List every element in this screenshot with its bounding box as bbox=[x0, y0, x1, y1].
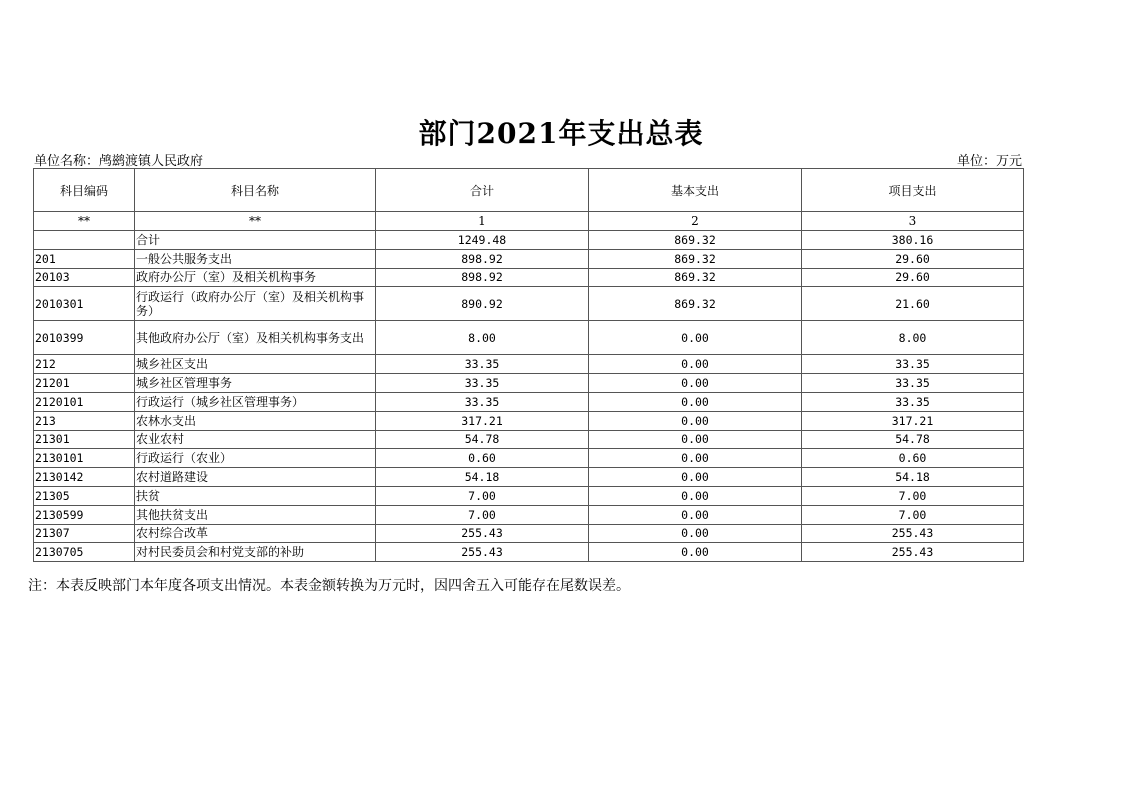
table-row bbox=[34, 268, 1024, 287]
header-name: 科目名称 bbox=[135, 169, 376, 212]
cell-project: 54.18 bbox=[802, 468, 1024, 487]
cell-total: 33.35 bbox=[376, 355, 589, 374]
cell-total: 8.00 bbox=[376, 321, 589, 355]
cell-basic: 0.00 bbox=[589, 411, 802, 430]
cell-name: 一般公共服务支出 bbox=[135, 249, 376, 268]
cell-project: 380.16 bbox=[802, 231, 1024, 250]
cell-basic: 0.00 bbox=[589, 392, 802, 411]
cell-name: 其他政府办公厅（室）及相关机构事务支出 bbox=[135, 321, 376, 355]
cell-project: 0.60 bbox=[802, 449, 1024, 468]
table-row bbox=[34, 249, 1024, 268]
cell-name: 扶贫 bbox=[135, 486, 376, 505]
cell-name: 行政运行（政府办公厅（室）及相关机构事务） bbox=[135, 287, 376, 321]
cell-basic: 0.00 bbox=[589, 524, 802, 543]
table-row bbox=[34, 392, 1024, 411]
footnote: 注：本表反映部门本年度各项支出情况。本表金额转换为万元时，因四舍五入可能存在尾数误差。 bbox=[28, 578, 630, 594]
cell-project: 29.60 bbox=[802, 268, 1024, 287]
cell-project: 33.35 bbox=[802, 355, 1024, 374]
cell-basic: 0.00 bbox=[589, 374, 802, 393]
index-cell: 3 bbox=[802, 212, 1024, 231]
cell-total: 1249.48 bbox=[376, 231, 589, 250]
cell-name: 城乡社区支出 bbox=[135, 355, 376, 374]
cell-name: 城乡社区管理事务 bbox=[135, 374, 376, 393]
cell-name: 农林水支出 bbox=[135, 411, 376, 430]
cell-project: 255.43 bbox=[802, 543, 1024, 562]
cell-total: 898.92 bbox=[376, 249, 589, 268]
cell-code: 212 bbox=[34, 355, 135, 374]
cell-name: 农村道路建设 bbox=[135, 468, 376, 487]
cell-name: 对村民委员会和村党支部的补助 bbox=[135, 543, 376, 562]
header-code: 科目编码 bbox=[34, 169, 135, 212]
cell-basic: 869.32 bbox=[589, 268, 802, 287]
cell-project: 7.00 bbox=[802, 505, 1024, 524]
table-row bbox=[34, 321, 1024, 355]
cell-name: 合计 bbox=[135, 231, 376, 250]
cell-code: 2130705 bbox=[34, 543, 135, 562]
table-row bbox=[34, 430, 1024, 449]
header-project: 项目支出 bbox=[802, 169, 1024, 212]
cell-total: 54.18 bbox=[376, 468, 589, 487]
cell-total: 7.00 bbox=[376, 505, 589, 524]
cell-code: 2130599 bbox=[34, 505, 135, 524]
cell-total: 255.43 bbox=[376, 543, 589, 562]
unit-name-label: 单位名称：鸬鹚渡镇人民政府 bbox=[34, 154, 204, 169]
cell-total: 317.21 bbox=[376, 411, 589, 430]
cell-code: 2010301 bbox=[34, 287, 135, 321]
index-cell: ** bbox=[34, 212, 135, 231]
cell-project: 8.00 bbox=[802, 321, 1024, 355]
unit-label: 单位：万元 bbox=[956, 154, 1022, 169]
header-basic: 基本支出 bbox=[589, 169, 802, 212]
cell-basic: 869.32 bbox=[589, 249, 802, 268]
cell-basic: 0.00 bbox=[589, 468, 802, 487]
cell-name: 政府办公厅（室）及相关机构事务 bbox=[135, 268, 376, 287]
table-row bbox=[34, 355, 1024, 374]
table-row bbox=[34, 411, 1024, 430]
cell-name: 行政运行（农业） bbox=[135, 449, 376, 468]
cell-code: 21201 bbox=[34, 374, 135, 393]
table-row bbox=[34, 287, 1024, 321]
cell-project: 7.00 bbox=[802, 486, 1024, 505]
cell-total: 7.00 bbox=[376, 486, 589, 505]
cell-project: 33.35 bbox=[802, 392, 1024, 411]
cell-total: 890.92 bbox=[376, 287, 589, 321]
index-row bbox=[34, 212, 1024, 231]
cell-total: 0.60 bbox=[376, 449, 589, 468]
cell-code: 213 bbox=[34, 411, 135, 430]
cell-total: 33.35 bbox=[376, 392, 589, 411]
index-cell: ** bbox=[135, 212, 376, 231]
cell-code: 2120101 bbox=[34, 392, 135, 411]
table-row bbox=[34, 449, 1024, 468]
cell-basic: 0.00 bbox=[589, 543, 802, 562]
cell-name: 农村综合改革 bbox=[135, 524, 376, 543]
cell-project: 54.78 bbox=[802, 430, 1024, 449]
cell-basic: 0.00 bbox=[589, 321, 802, 355]
cell-code: 2130142 bbox=[34, 468, 135, 487]
table-row bbox=[34, 524, 1024, 543]
cell-total: 255.43 bbox=[376, 524, 589, 543]
cell-project: 33.35 bbox=[802, 374, 1024, 393]
cell-code: 21301 bbox=[34, 430, 135, 449]
cell-basic: 0.00 bbox=[589, 355, 802, 374]
cell-code: 21305 bbox=[34, 486, 135, 505]
table-row bbox=[34, 486, 1024, 505]
cell-code: 20103 bbox=[34, 268, 135, 287]
cell-code bbox=[34, 231, 135, 250]
cell-code: 21307 bbox=[34, 524, 135, 543]
cell-code: 2010399 bbox=[34, 321, 135, 355]
header-total: 合计 bbox=[376, 169, 589, 212]
table-row bbox=[34, 543, 1024, 562]
cell-name: 农业农村 bbox=[135, 430, 376, 449]
index-cell: 2 bbox=[589, 212, 802, 231]
cell-total: 33.35 bbox=[376, 374, 589, 393]
index-cell: 1 bbox=[376, 212, 589, 231]
table-row bbox=[34, 468, 1024, 487]
cell-code: 201 bbox=[34, 249, 135, 268]
cell-code: 2130101 bbox=[34, 449, 135, 468]
cell-total: 898.92 bbox=[376, 268, 589, 287]
cell-basic: 0.00 bbox=[589, 486, 802, 505]
cell-basic: 0.00 bbox=[589, 505, 802, 524]
cell-basic: 0.00 bbox=[589, 430, 802, 449]
cell-basic: 869.32 bbox=[589, 231, 802, 250]
cell-project: 21.60 bbox=[802, 287, 1024, 321]
cell-name: 行政运行（城乡社区管理事务） bbox=[135, 392, 376, 411]
table-row bbox=[34, 505, 1024, 524]
table-row bbox=[34, 374, 1024, 393]
cell-project: 29.60 bbox=[802, 249, 1024, 268]
cell-name: 其他扶贫支出 bbox=[135, 505, 376, 524]
cell-basic: 0.00 bbox=[589, 449, 802, 468]
cell-project: 255.43 bbox=[802, 524, 1024, 543]
cell-total: 54.78 bbox=[376, 430, 589, 449]
header-row bbox=[34, 169, 1024, 212]
table-row bbox=[34, 231, 1024, 250]
cell-project: 317.21 bbox=[802, 411, 1024, 430]
cell-basic: 869.32 bbox=[589, 287, 802, 321]
expenditure-table bbox=[33, 168, 1024, 562]
page-title: 部门2021年支出总表 bbox=[418, 117, 704, 150]
